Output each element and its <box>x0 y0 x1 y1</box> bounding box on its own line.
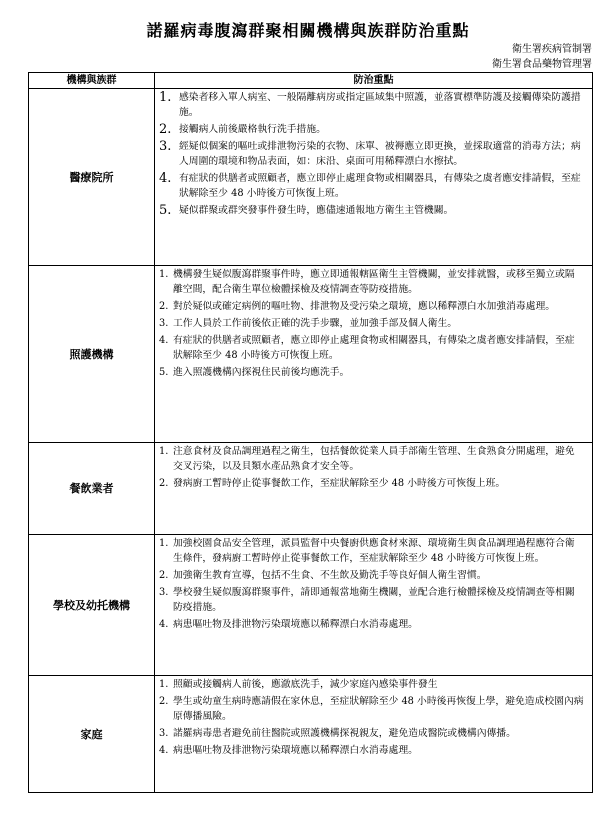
measures-cell <box>155 535 593 676</box>
list-item: 4. 病患嘔吐物及排泄物污染環境應以稀釋漂白水消毒處理。 <box>159 745 418 756</box>
list-item: 1. 加強校園食品安全管理，派員監督中央餐廚供應食材來源、環境衛生與食品調理過程應符合衛生條件，發病廚工暫時停止從事餐飲工作，至症狀解除至少 48 小時後方可恢復上班。 <box>159 538 575 564</box>
list-item: 2. 發病廚工暫時停止從事餐飲工作，至症狀解除至少 48 小時後方可恢復上班。 <box>159 478 506 489</box>
org-cell: 醫療院所 <box>29 89 155 266</box>
table-row <box>29 89 593 266</box>
list-item: 1. 照顧或接觸病人前後，應澈底洗手，減少家庭內感染事件發生 <box>159 679 438 690</box>
org-cell: 家庭 <box>29 676 155 793</box>
org-cell: 學校及幼托機構 <box>29 535 155 676</box>
measures-cell <box>155 676 593 793</box>
issuer-line-2: 衛生署食品藥物管理署 <box>492 59 592 70</box>
table-header-row <box>29 73 593 89</box>
list-item: 3. 諾羅病毒患者避免前往醫院或照護機構探視親友，避免造成醫院或機構內傳播。 <box>159 728 516 739</box>
list-item: 4. 病患嘔吐物及排泄物污染環境應以稀釋漂白水消毒處理。 <box>159 619 418 630</box>
table-row <box>29 676 593 793</box>
org-cell: 照護機構 <box>29 266 155 443</box>
measures-cell <box>155 266 593 443</box>
table-row <box>29 443 593 535</box>
list-item: 1. 感染者移入單人病室、一般隔離病房或指定區域集中照護，並落實標準防護及接觸傳染防護措施。 <box>159 90 581 118</box>
list-item: 1. 機構發生疑似腹瀉群聚事件時，應立即通報轄區衛生主管機關，並安排就醫，或移至獨立或隔離空間，配合衛生單位檢體採檢及疫情調查等防疫措施。 <box>159 269 575 295</box>
list-item: 2. 對於疑似或確定病例的嘔吐物、排泄物及受污染之環境，應以稀釋漂白水加強消毒處理。 <box>159 301 556 312</box>
org-cell: 餐飲業者 <box>29 443 155 535</box>
table-row <box>29 266 593 443</box>
measures-cell <box>155 443 593 535</box>
list-item: 5. 進入照護機構內探視住民前後均應洗手。 <box>159 367 350 378</box>
list-item: 4. 有症狀的供膳者或照顧者，應立即停止處理食物或相關器具，有傳染之虞者應安排請假，至症狀解除至少 48 小時後方可恢復上班。 <box>159 171 581 199</box>
header-measures: 防治重點 <box>155 73 593 89</box>
list-item: 2. 加強衛生教育宣導，包括不生食、不生飲及勤洗手等良好個人衛生習慣。 <box>159 570 487 581</box>
list-item: 3. 學校發生疑似腹瀉群聚事件，請即通報當地衛生機關，並配合進行檢體採檢及疫情調查等相關防疫措施。 <box>159 587 575 613</box>
prevention-table <box>28 72 593 793</box>
list-item: 5. 疑似群聚或群突發事件發生時，應儘速通報地方衛生主管機關。 <box>159 203 454 218</box>
list-item: 1. 注意食材及食品調理過程之衛生，包括餐飲從業人員手部衛生管理、生食熟食分開處理，避免交叉污染，以及貝類水產品熟食才安全等。 <box>159 446 575 472</box>
list-item: 3. 工作人員於工作前後依正確的洗手步驟，並加強手部及個人衛生。 <box>159 318 458 329</box>
list-item: 3. 經疑似個案的嘔吐或排泄物污染的衣物、床單、被褥應立即更換，並採取適當的消毒方法；病人周圍的環境和物品表面，如：床沿、桌面可用稀釋漂白水擦拭。 <box>159 139 581 167</box>
measures-cell <box>155 89 593 266</box>
table-row <box>29 535 593 676</box>
header-org: 機構與族群 <box>29 73 155 89</box>
list-item: 4. 有症狀的供膳者或照顧者，應立即停止處理食物或相關器具，有傳染之虞者應安排請假，至症狀解除至少 48 小時後方可恢復上班。 <box>159 335 575 361</box>
issuer-line-1: 衛生署疾病管制署 <box>512 44 592 55</box>
list-item: 2. 接觸病人前後嚴格執行洗手措施。 <box>159 122 326 137</box>
list-item: 2. 學生或幼童生病時應請假在家休息，至症狀解除至少 48 小時後再恢復上學，避免造成校園內病原傳播風險。 <box>159 696 584 722</box>
document-title: 諾羅病毒腹瀉群聚相關機構與族群防治重點 <box>146 21 470 40</box>
